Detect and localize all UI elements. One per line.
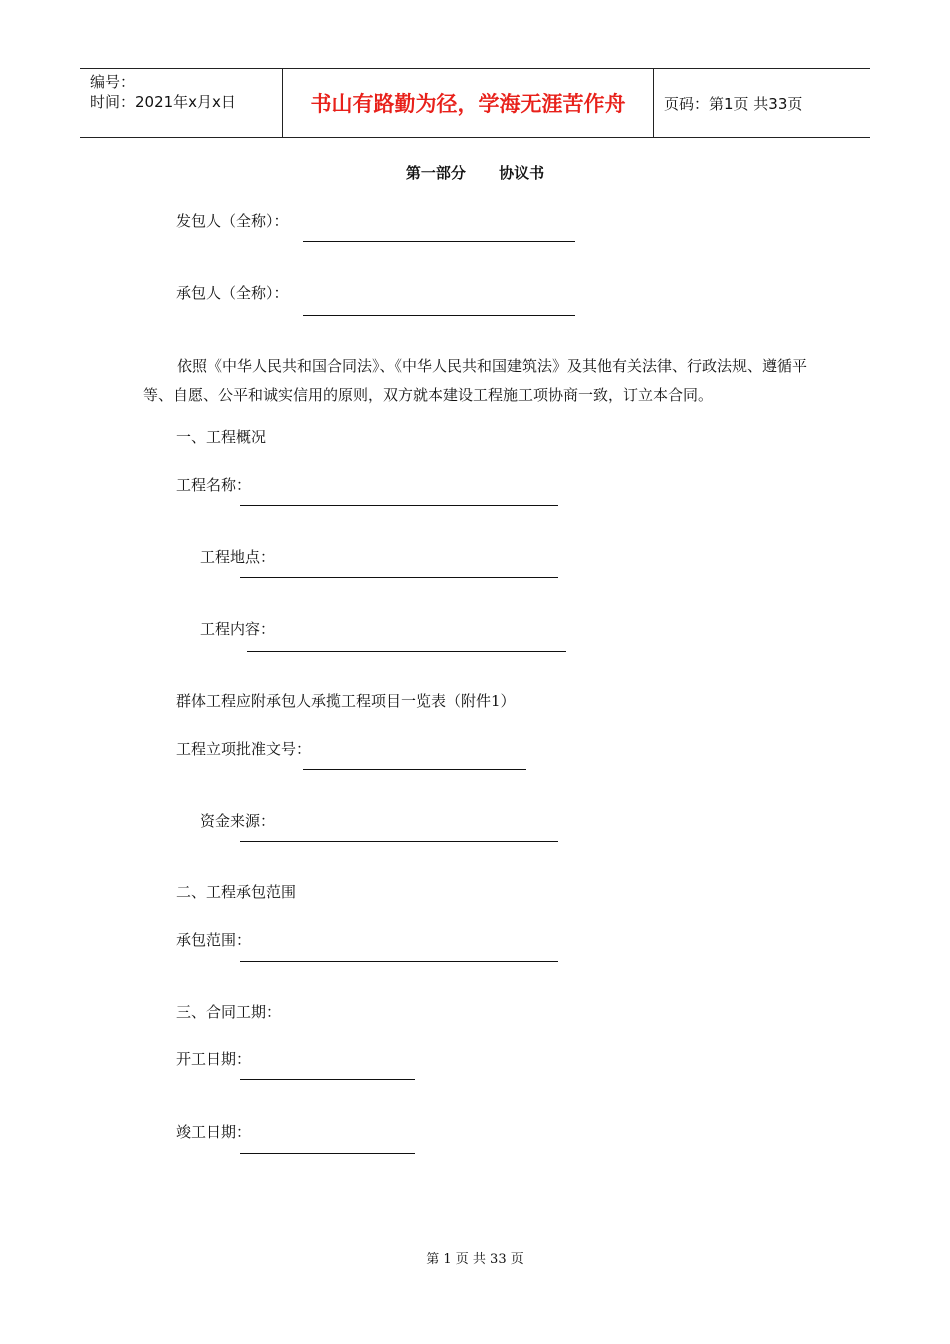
employer-blank-line (303, 241, 575, 242)
contractor-blank-line (303, 315, 575, 316)
approval-number-blank-line (303, 769, 526, 770)
scope-label: 承包范围： (176, 931, 252, 949)
completion-date-blank-line (240, 1153, 415, 1154)
contractor-label: 承包人（全称）： (176, 284, 289, 302)
project-content-label: 工程内容： (200, 620, 276, 638)
intro-paragraph: 依照《中华人民共和国合同法》、《中华人民共和国建筑法》及其他有关法律、行政法规、遵循平等、自愿、公平和诚实信用的原则，双方就本建设工程施工项协商一致，订立本合同。 (143, 357, 808, 404)
header-motto: 书山有路勤为径，学海无涯苦作舟 (282, 69, 654, 137)
start-date-blank-line (240, 1079, 415, 1080)
start-date-label: 开工日期： (176, 1050, 252, 1068)
project-location-blank-line (240, 577, 558, 578)
funding-source-label: 资金来源： (200, 812, 276, 830)
project-name-label: 工程名称： (176, 476, 252, 494)
project-content-blank-line (247, 651, 566, 652)
section1-title: 一、工程概况 (176, 428, 267, 446)
employer-label: 发包人（全称）： (176, 212, 289, 230)
completion-date-label: 竣工日期： (176, 1123, 252, 1141)
section2-title: 二、工程承包范围 (176, 883, 297, 901)
header-meta-cell (80, 69, 282, 137)
group-project-note: 群体工程应附承包人承揽工程项目一览表（附件1） (176, 692, 516, 710)
header-number-label: 编号： (90, 73, 136, 91)
header-page-info: 页码：第1页 共33页 (664, 94, 803, 113)
header-time-label: 时间：2021年x月x日 (90, 93, 236, 111)
funding-source-blank-line (240, 841, 558, 842)
document-header (80, 68, 870, 138)
project-location-label: 工程地点： (200, 548, 276, 566)
project-name-blank-line (240, 505, 558, 506)
section3-title: 三、合同工期： (176, 1003, 282, 1021)
scope-blank-line (240, 961, 558, 962)
footer-page-number: 第 1 页 共 33 页 (426, 1252, 524, 1267)
approval-number-label: 工程立项批准文号： (176, 740, 312, 758)
part-title: 第一部分 协议书 (405, 164, 545, 182)
